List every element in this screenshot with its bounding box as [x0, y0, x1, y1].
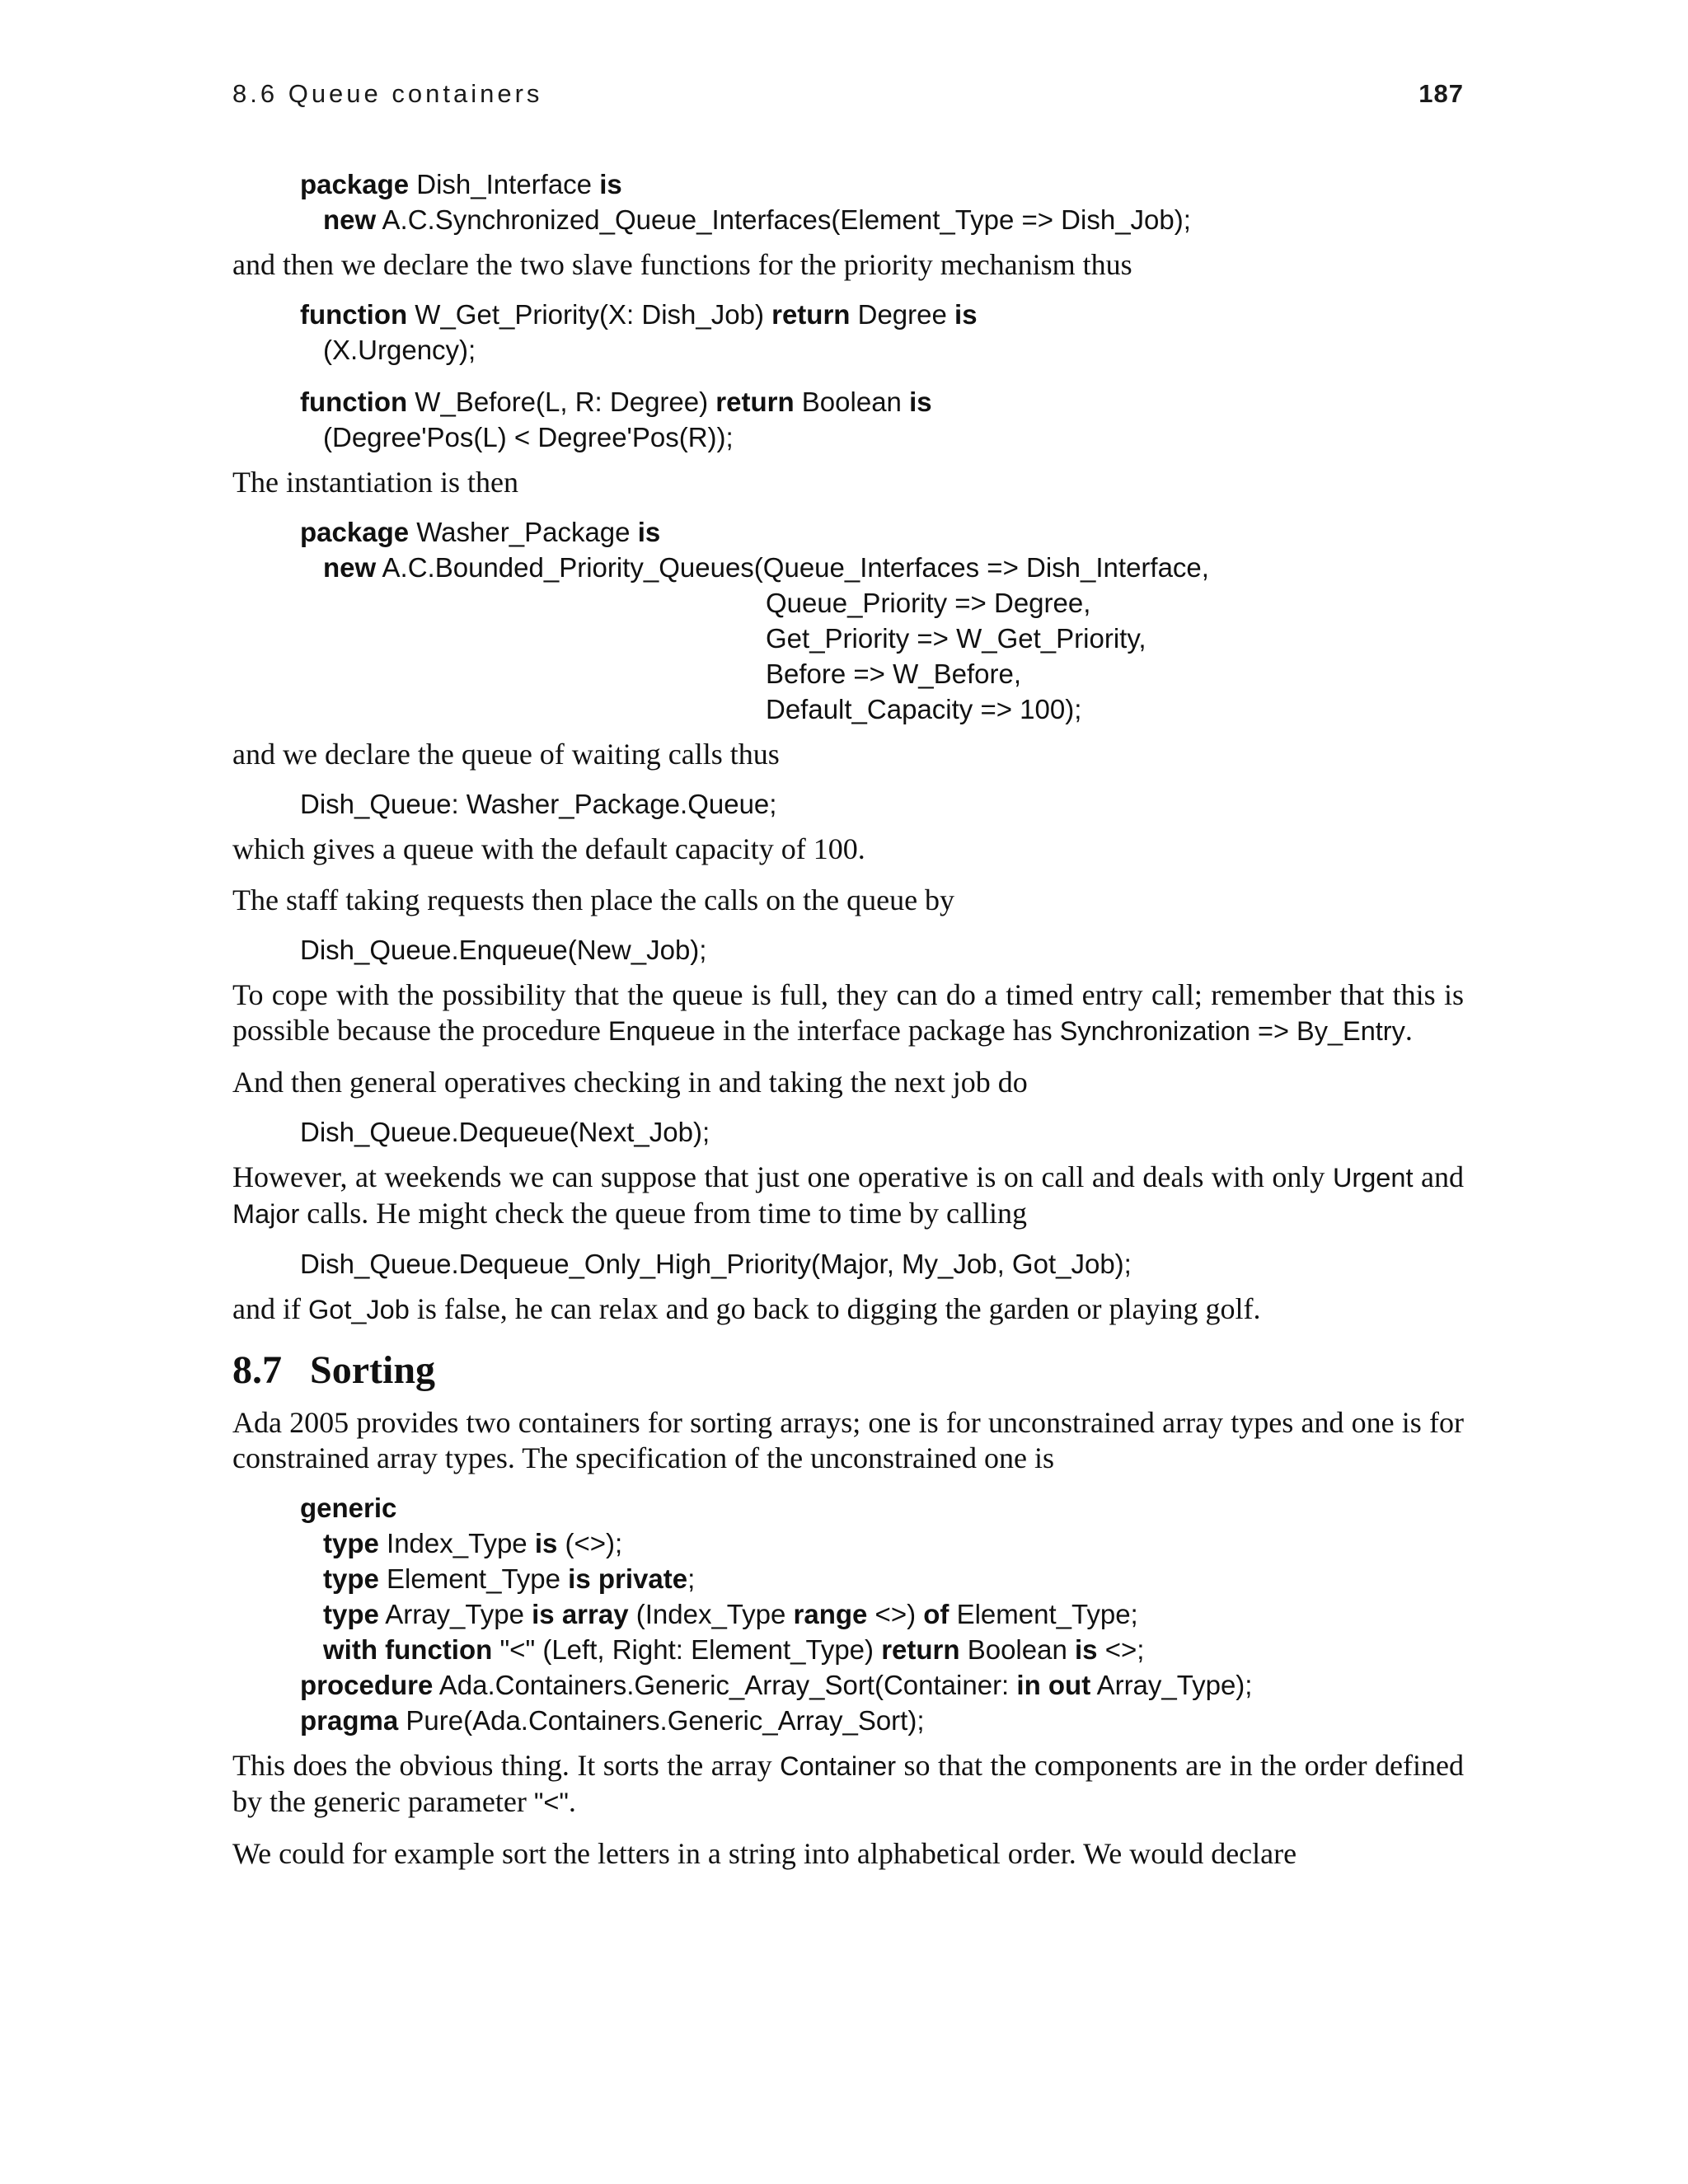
code-line: generic — [300, 1493, 397, 1523]
paragraph: and we declare the queue of waiting calls thus — [232, 738, 780, 771]
code-line: type Array_Type is array (Index_Type range <>) of Element_Type; — [323, 1599, 1138, 1629]
running-header-title: 8.6 Queue containers — [232, 79, 543, 108]
code-block-generic-array-sort — [300, 1490, 1464, 1738]
paragraph: This does the obvious thing. It sorts the array Container so that the components are in the order defined by the generic parameter "<". — [232, 1749, 1465, 1818]
code-line: new A.C.Synchronized_Queue_Interfaces(Element_Type => Dish_Job); — [323, 204, 1191, 235]
page-body — [232, 165, 1464, 1872]
section-number: 8.7 — [232, 1348, 282, 1392]
code-line: with function "<" (Left, Right: Element_Type) return Boolean is <>; — [323, 1634, 1145, 1665]
code-block-get-priority — [300, 297, 1464, 368]
page-number: 187 — [1418, 79, 1464, 108]
code-line: package Dish_Interface is — [300, 169, 622, 199]
code-block-dish-interface — [300, 166, 1464, 237]
paragraph: The staff taking requests then place the calls on the queue by — [232, 883, 955, 916]
running-header — [232, 79, 1464, 120]
code-line: type Index_Type is (<>); — [323, 1528, 623, 1558]
paragraph: and then we declare the two slave functions for the priority mechanism thus — [232, 248, 1132, 281]
paragraph: To cope with the possibility that the queue is full, they can do a timed entry call; remember that this is possible because the procedure Enqueue in the interface package has Synchronization => By_Entry. — [232, 978, 1464, 1047]
paragraph: which gives a queue with the default capacity of 100. — [232, 832, 865, 865]
code-line: procedure Ada.Containers.Generic_Array_Sort(Container: in out Array_Type); — [300, 1670, 1253, 1700]
code-line: function W_Get_Priority(X: Dish_Job) return Degree is — [300, 299, 978, 330]
code-line: Default_Capacity => 100); — [766, 694, 1082, 724]
code-block-before — [300, 384, 1464, 455]
section-heading — [232, 1348, 1464, 1393]
paragraph: And then general operatives checking in and taking the next job do — [232, 1066, 1028, 1099]
paragraph: We could for example sort the letters in a string into alphabetical order. We would declare — [232, 1837, 1297, 1870]
code-line: type Element_Type is private; — [323, 1563, 696, 1594]
code-line: (X.Urgency); — [323, 335, 476, 365]
code-line: new A.C.Bounded_Priority_Queues(Queue_Interfaces => Dish_Interface, — [323, 552, 1209, 583]
code-line: package Washer_Package is — [300, 517, 661, 547]
code-line: function W_Before(L, R: Degree) return Boolean is — [300, 387, 932, 417]
code-line: Queue_Priority => Degree, — [766, 588, 1091, 618]
code-line-enqueue: Dish_Queue.Enqueue(New_Job); — [300, 935, 707, 965]
code-line-dequeue: Dish_Queue.Dequeue(Next_Job); — [300, 1117, 710, 1147]
section-title: Sorting — [310, 1348, 436, 1392]
code-line-dish-queue: Dish_Queue: Washer_Package.Queue; — [300, 789, 777, 819]
paragraph: The instantiation is then — [232, 466, 518, 499]
code-line: Before => W_Before, — [766, 658, 1022, 689]
code-line-dequeue-high-priority: Dish_Queue.Dequeue_Only_High_Priority(Major, My_Job, Got_Job); — [300, 1249, 1132, 1279]
code-line: pragma Pure(Ada.Containers.Generic_Array_Sort); — [300, 1705, 925, 1736]
paragraph: and if Got_Job is false, he can relax and go back to digging the garden or playing golf. — [232, 1292, 1261, 1325]
paragraph: However, at weekends we can suppose that just one operative is on call and deals with only Urgent and Major calls. He might check the queue from time to time by calling — [232, 1160, 1464, 1230]
code-block-washer-package — [300, 514, 1464, 727]
code-line: Get_Priority => W_Get_Priority, — [766, 623, 1146, 654]
paragraph: Ada 2005 provides two containers for sorting arrays; one is for unconstrained array types and one is for constrained array types. The specification of the unconstrained one is — [232, 1406, 1464, 1474]
code-line: (Degree'Pos(L) < Degree'Pos(R)); — [323, 422, 734, 452]
